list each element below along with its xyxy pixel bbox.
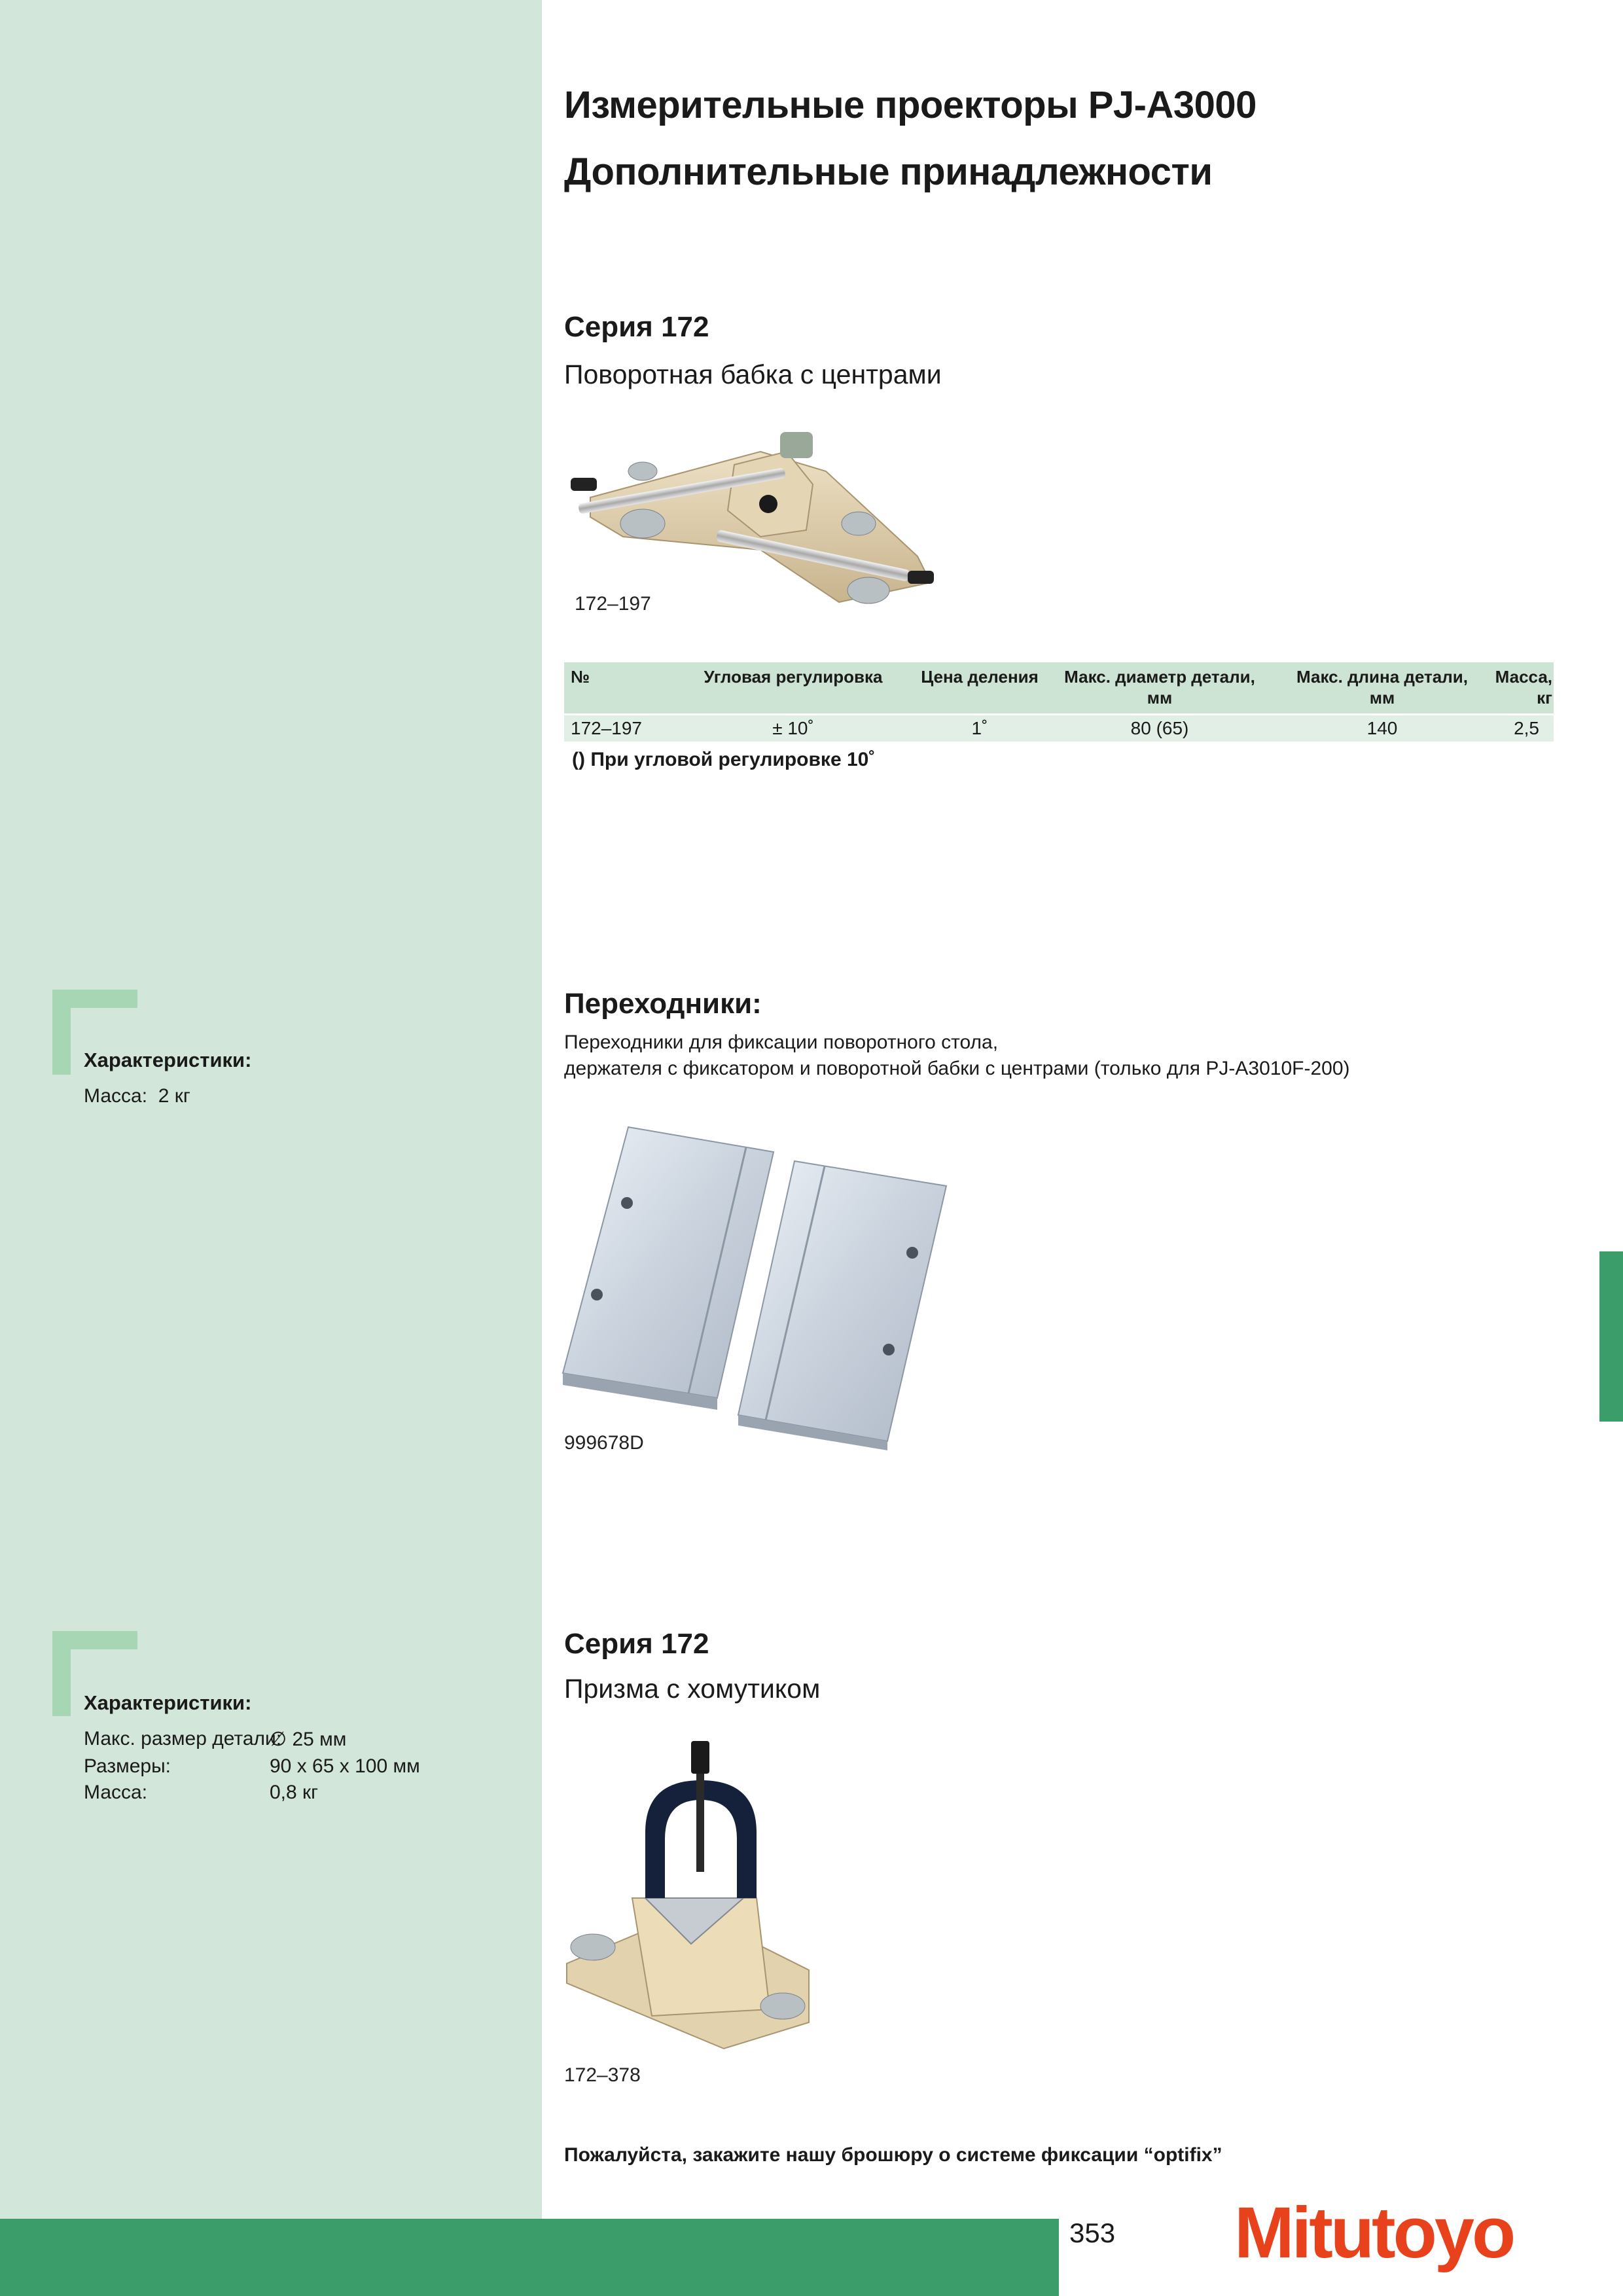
section2-desc-line1: Переходники для фиксации поворотного стола, <box>564 1031 999 1053</box>
section2-desc-line2: держателя с фиксатором и поворотной бабки с центрами (только для PJ-A3010F-200) <box>564 1058 1350 1079</box>
table-header-graduation: Цена деления <box>921 667 1039 687</box>
section3-char-row-3: Масса: 0,8 кг <box>84 1782 319 1803</box>
section1-image-caption: 172–197 <box>575 593 651 615</box>
adapter-plates-image <box>560 1123 953 1450</box>
table-cell-max-diameter: 80 (65) <box>1130 718 1189 738</box>
bottom-green-bar <box>0 2219 1059 2296</box>
table-header-no: № <box>571 667 590 687</box>
section2-image-caption: 999678D <box>564 1432 644 1454</box>
brochure-note: Пожалуйста, закажите нашу брошюру о системе фиксации “optifix” <box>564 2144 1222 2166</box>
swivel-center-support-image <box>564 425 944 622</box>
table-header-max-diameter: Макс. диаметр детали, мм <box>1064 667 1255 708</box>
specs-table <box>564 662 1554 742</box>
page-title-line2: Дополнительные принадлежности <box>564 151 1213 193</box>
table-cell-no: 172–197 <box>571 718 643 738</box>
section3-image-caption: 172–378 <box>564 2064 641 2086</box>
table-row <box>564 713 1554 742</box>
section2-characteristics-title: Характеристики: <box>84 1049 252 1071</box>
table-footnote: () При угловой регулировке 10˚ <box>572 749 876 770</box>
specs-table-header <box>564 662 1554 713</box>
v-block-with-clamp-image <box>560 1734 822 2062</box>
section2-title: Переходники: <box>564 988 762 1020</box>
section3-char-row-1: Макс. размер детали: ∅ 25 мм <box>84 1728 347 1750</box>
table-cell-mass: 2,5 <box>1514 718 1539 738</box>
mitutoyo-logo: Mitutoyo <box>1234 2193 1514 2273</box>
table-cell-angle: ± 10˚ <box>772 718 814 738</box>
left-sidebar-panel <box>0 0 542 2219</box>
page-title-line1: Измерительные проекторы PJ-A3000 <box>564 84 1257 126</box>
section3-name: Призма с хомутиком <box>564 1674 821 1704</box>
section3-characteristics-title: Характеристики: <box>84 1691 252 1714</box>
table-cell-graduation: 1˚ <box>971 718 988 738</box>
section3-char-row-2: Размеры: 90 x 65 x 100 мм <box>84 1755 420 1777</box>
section1-series: Серия 172 <box>564 311 709 343</box>
page-number: 353 <box>1069 2217 1116 2248</box>
section-tab-marker <box>1599 1251 1623 1422</box>
table-header-mass: Масса, кг <box>1495 667 1552 708</box>
table-cell-max-length: 140 <box>1366 718 1398 738</box>
table-header-angle: Угловая регулировка <box>704 667 883 687</box>
section3-series: Серия 172 <box>564 1628 709 1660</box>
section1-name: Поворотная бабка с центрами <box>564 359 942 389</box>
table-header-max-length: Макс. длина детали, мм <box>1296 667 1468 708</box>
section2-characteristics-row: Масса: 2 кг <box>84 1085 190 1107</box>
